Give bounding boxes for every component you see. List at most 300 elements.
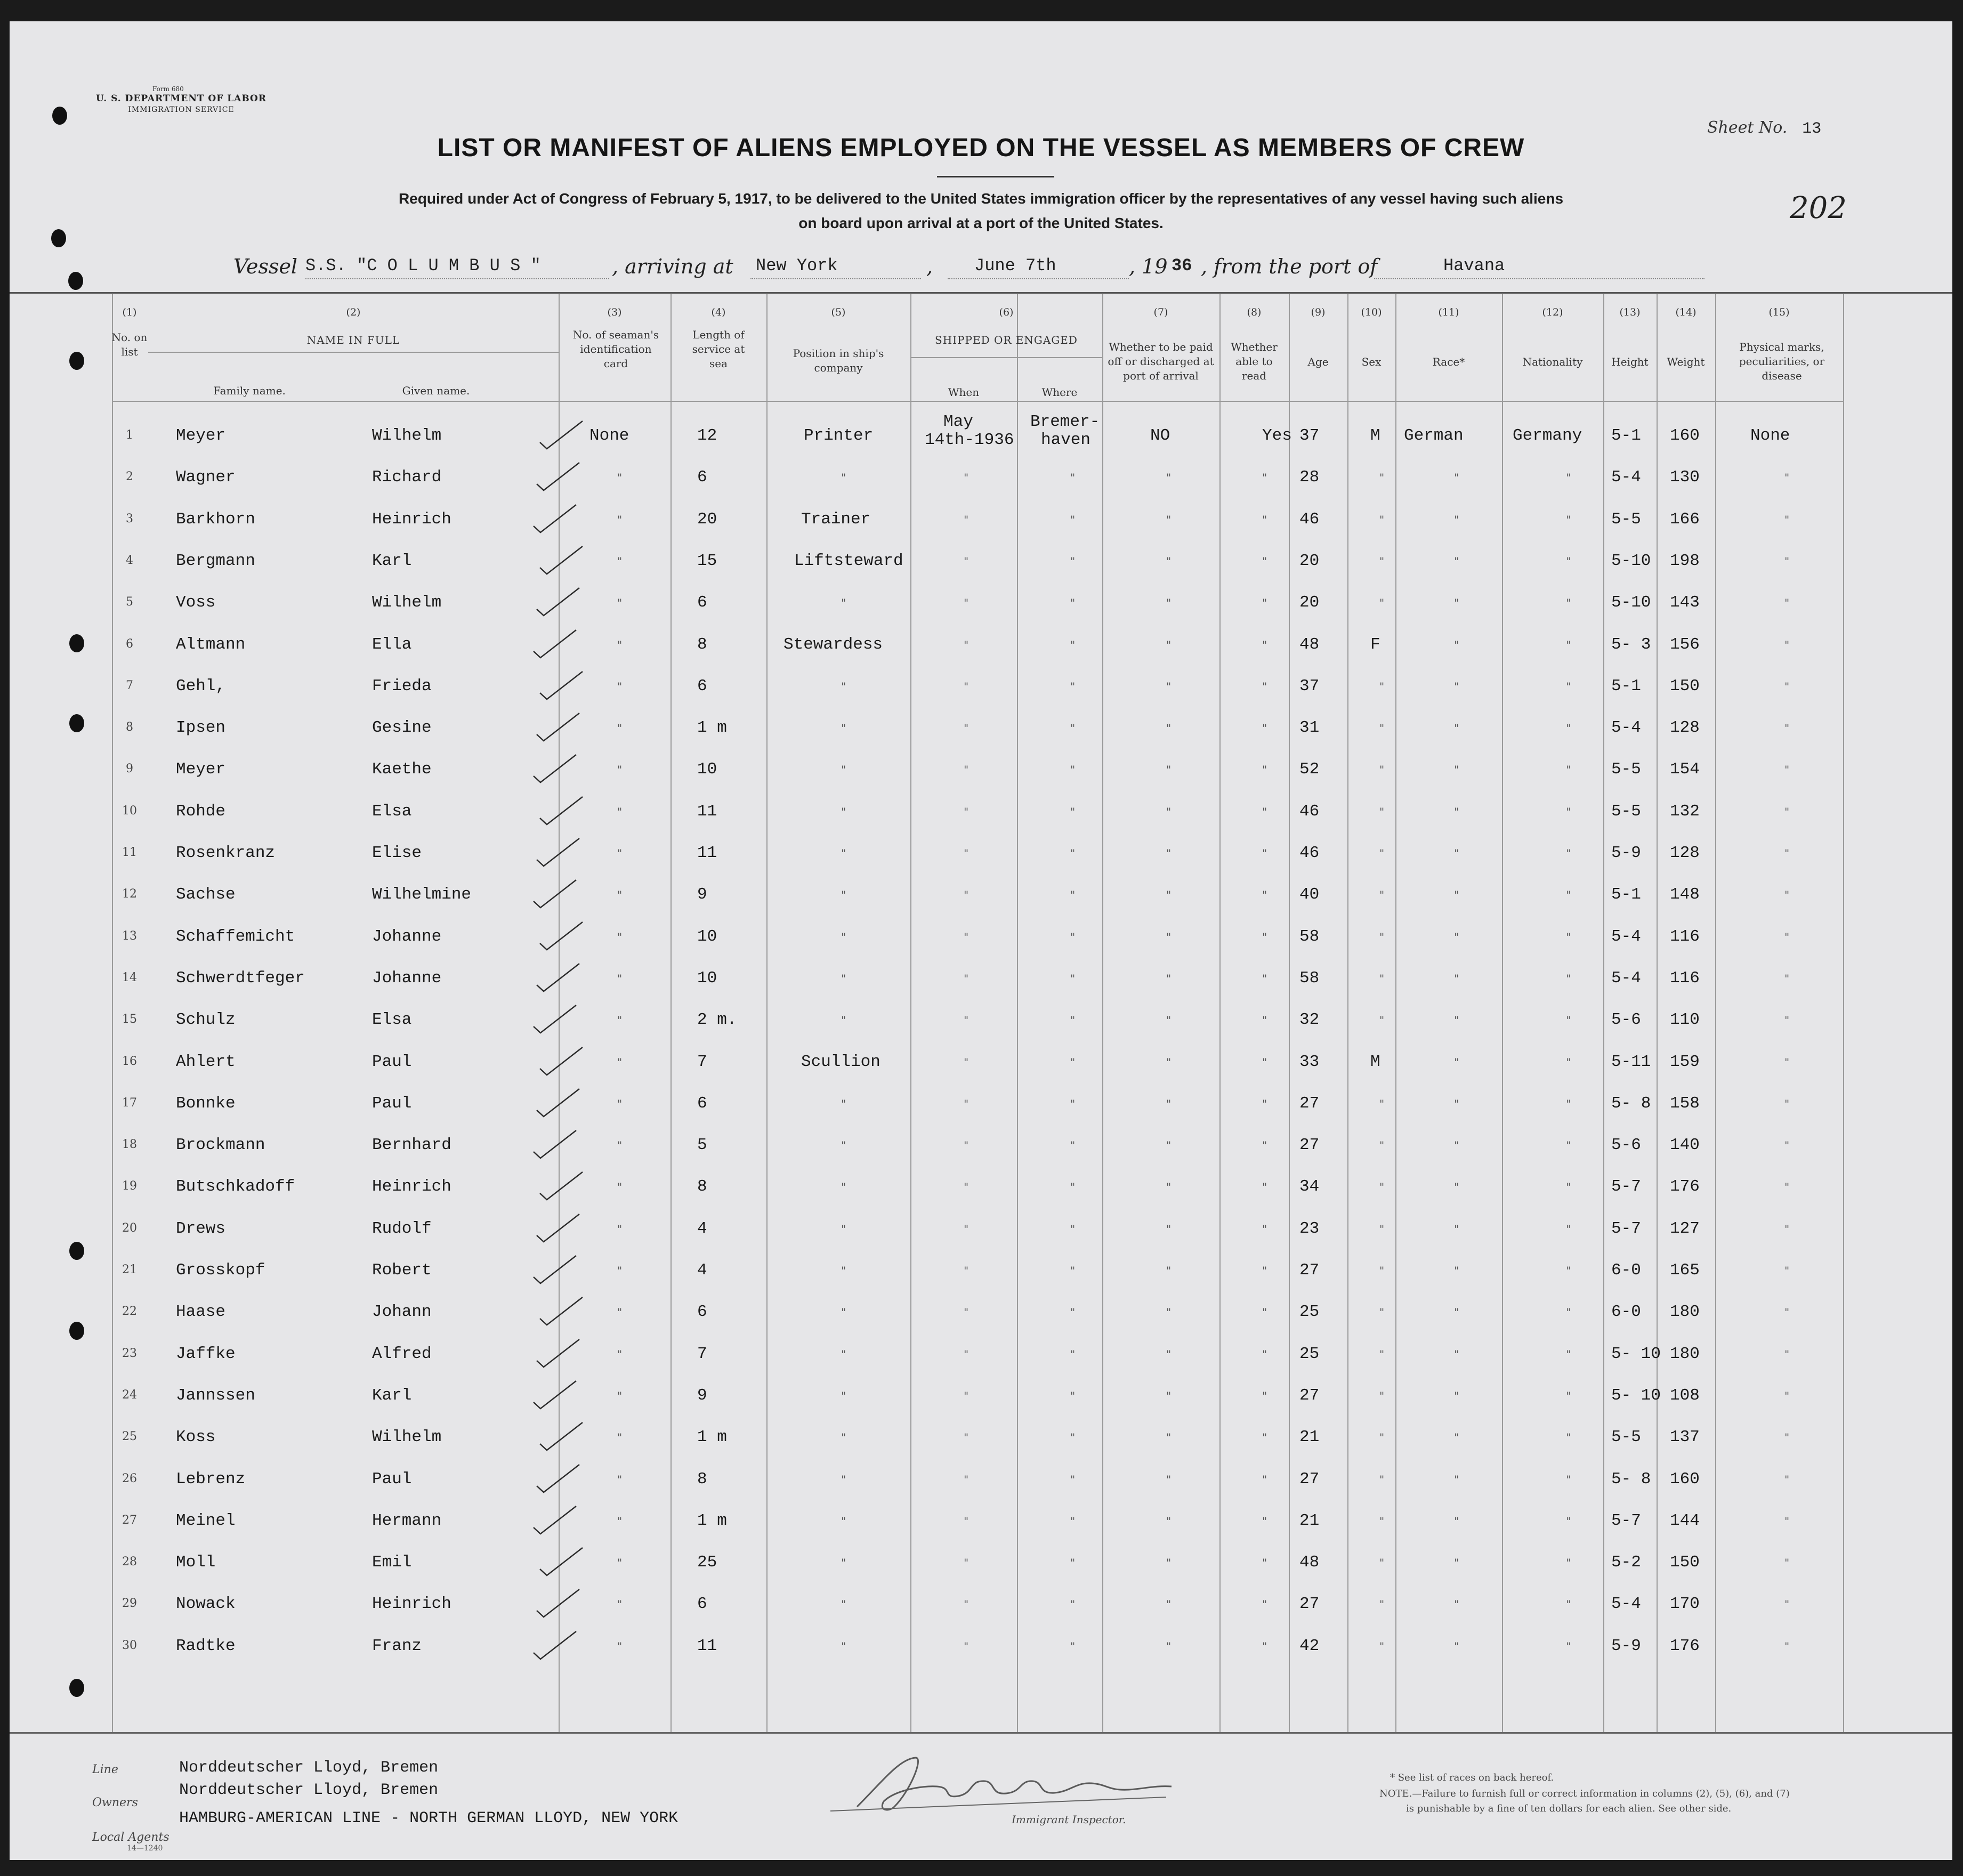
check-mark-icon bbox=[537, 666, 585, 704]
height: 5-4 bbox=[1611, 718, 1641, 737]
form-number: Form 680 bbox=[152, 85, 184, 93]
weight: 127 bbox=[1670, 1219, 1700, 1238]
age: 25 bbox=[1299, 1303, 1320, 1321]
age: 23 bbox=[1299, 1219, 1320, 1238]
sex: " bbox=[1379, 596, 1385, 609]
height: 5-2 bbox=[1611, 1553, 1641, 1572]
engaged-where: " bbox=[1070, 638, 1076, 651]
sex: " bbox=[1379, 1640, 1385, 1653]
engaged-where: " bbox=[1070, 1389, 1076, 1402]
engaged-when: " bbox=[964, 638, 969, 651]
position-in-ship: " bbox=[841, 805, 846, 818]
shipped-subheader-rule bbox=[910, 357, 1102, 358]
row-number: 2 bbox=[126, 470, 133, 483]
sex: " bbox=[1379, 1139, 1385, 1152]
position-in-ship: " bbox=[841, 1014, 846, 1026]
race: " bbox=[1454, 1139, 1459, 1152]
row-number: 20 bbox=[122, 1222, 137, 1235]
weight: 180 bbox=[1670, 1303, 1700, 1321]
row-number: 28 bbox=[122, 1555, 137, 1568]
weight: 137 bbox=[1670, 1428, 1700, 1446]
position-in-ship: " bbox=[841, 680, 846, 693]
race: " bbox=[1454, 888, 1459, 901]
given-name: Wilhelm bbox=[372, 426, 442, 445]
given-name: Hermann bbox=[372, 1511, 442, 1530]
table-row bbox=[10, 1428, 1952, 1468]
check-mark-icon bbox=[531, 1125, 579, 1162]
column-number: (10) bbox=[1361, 306, 1382, 318]
engaged-when: " bbox=[964, 888, 969, 901]
id-card-number: " bbox=[617, 972, 623, 985]
weight: 140 bbox=[1670, 1136, 1700, 1154]
manifest-subtitle bbox=[10, 187, 1952, 236]
given-name: Elsa bbox=[372, 802, 412, 821]
sex: " bbox=[1379, 1223, 1385, 1235]
length-of-service: 5 bbox=[697, 1136, 707, 1154]
given-name: Franz bbox=[372, 1637, 422, 1655]
id-card-number: " bbox=[617, 888, 623, 901]
length-of-service: 15 bbox=[697, 552, 717, 570]
able-to-read: " bbox=[1262, 1348, 1267, 1361]
id-card-number: " bbox=[617, 847, 623, 860]
family-name: Koss bbox=[176, 1428, 216, 1446]
paid-off-at-arrival: " bbox=[1166, 1556, 1172, 1569]
sheet-label: Sheet No. bbox=[1707, 118, 1788, 137]
given-name: Heinrich bbox=[372, 1177, 451, 1196]
local-agents-value: HAMBURG-AMERICAN LINE - NORTH GERMAN LLOYD, NEW YORK bbox=[179, 1809, 678, 1828]
physical-marks: " bbox=[1784, 1348, 1790, 1361]
age: 37 bbox=[1299, 426, 1320, 445]
position-in-ship: Printer bbox=[804, 426, 874, 445]
header-id-card: No. of seaman's identification card bbox=[572, 328, 659, 370]
row-number: 8 bbox=[126, 721, 133, 734]
row-number: 26 bbox=[122, 1472, 137, 1485]
title-underline bbox=[937, 176, 1054, 177]
able-to-read: " bbox=[1262, 1223, 1267, 1235]
given-name: Bernhard bbox=[372, 1136, 451, 1154]
physical-marks: " bbox=[1784, 1180, 1790, 1193]
handwritten-number: 202 bbox=[1790, 191, 1847, 225]
paid-off-at-arrival: " bbox=[1166, 1473, 1172, 1486]
height: 5-5 bbox=[1611, 1428, 1641, 1446]
weight: 176 bbox=[1670, 1637, 1700, 1655]
row-number: 17 bbox=[122, 1096, 137, 1110]
nationality: " bbox=[1566, 1056, 1571, 1069]
able-to-read: " bbox=[1262, 513, 1267, 526]
able-to-read: " bbox=[1262, 1306, 1267, 1319]
nationality: " bbox=[1566, 1306, 1571, 1319]
engaged-when: " bbox=[964, 471, 969, 484]
id-card-number: " bbox=[617, 1097, 623, 1110]
family-name: Schaffemicht bbox=[176, 927, 295, 946]
race: " bbox=[1454, 722, 1459, 734]
sex: " bbox=[1379, 805, 1385, 818]
able-to-read: " bbox=[1262, 638, 1267, 651]
engaged-when: " bbox=[964, 1640, 969, 1653]
table-row bbox=[10, 802, 1952, 843]
vessel-label: Vessel bbox=[233, 255, 298, 278]
nationality: " bbox=[1566, 1097, 1571, 1110]
family-name: Lebrenz bbox=[176, 1470, 246, 1489]
row-number: 21 bbox=[122, 1263, 137, 1276]
engaged-where: " bbox=[1070, 1640, 1076, 1653]
sex: " bbox=[1379, 1431, 1385, 1444]
paid-off-at-arrival: " bbox=[1166, 1348, 1172, 1361]
paid-off-at-arrival: " bbox=[1166, 555, 1172, 568]
able-to-read: " bbox=[1262, 1056, 1267, 1069]
race: " bbox=[1454, 1598, 1459, 1611]
physical-marks: " bbox=[1784, 763, 1790, 776]
age: 28 bbox=[1299, 468, 1320, 487]
table-row bbox=[10, 677, 1952, 717]
family-name: Bergmann bbox=[176, 552, 255, 570]
header-shipped: SHIPPED OR ENGAGED bbox=[935, 334, 1078, 346]
length-of-service: 9 bbox=[697, 885, 707, 904]
line-value: Norddeutscher Lloyd, Bremen bbox=[179, 1759, 439, 1777]
race: " bbox=[1454, 1180, 1459, 1193]
row-number: 13 bbox=[122, 929, 137, 943]
row-number: 10 bbox=[122, 804, 137, 818]
length-of-service: 6 bbox=[697, 1595, 707, 1613]
height: 5-7 bbox=[1611, 1177, 1641, 1196]
age: 31 bbox=[1299, 718, 1320, 737]
engaged-when: " bbox=[964, 1264, 969, 1277]
height: 5-4 bbox=[1611, 1595, 1641, 1613]
row-number: 6 bbox=[126, 637, 133, 651]
sex: " bbox=[1379, 1598, 1385, 1611]
height: 5-9 bbox=[1611, 844, 1641, 862]
punch-hole bbox=[68, 272, 83, 290]
nationality: " bbox=[1566, 1264, 1571, 1277]
family-name: Butschkadoff bbox=[176, 1177, 295, 1196]
paid-off-at-arrival: " bbox=[1166, 1097, 1172, 1110]
engaged-when: " bbox=[964, 763, 969, 776]
height: 5-4 bbox=[1611, 969, 1641, 988]
position-in-ship: " bbox=[841, 888, 846, 901]
length-of-service: 6 bbox=[697, 593, 707, 612]
check-mark-icon bbox=[534, 708, 582, 745]
weight: 176 bbox=[1670, 1177, 1700, 1196]
punch-hole bbox=[69, 1679, 84, 1697]
table-row bbox=[10, 1511, 1952, 1552]
nationality: " bbox=[1566, 1431, 1571, 1444]
position-in-ship: " bbox=[841, 1180, 846, 1193]
engaged-when: " bbox=[964, 1473, 969, 1486]
family-name: Ahlert bbox=[176, 1053, 236, 1071]
id-card-number: " bbox=[617, 1306, 623, 1319]
position-in-ship: " bbox=[841, 1556, 846, 1569]
nationality: " bbox=[1566, 888, 1571, 901]
row-number: 19 bbox=[122, 1179, 137, 1193]
length-of-service: 6 bbox=[697, 1303, 707, 1321]
engaged-where: " bbox=[1070, 1139, 1076, 1152]
engaged-where: " bbox=[1070, 1431, 1076, 1444]
physical-marks: " bbox=[1784, 513, 1790, 526]
height: 6-0 bbox=[1611, 1303, 1641, 1321]
weight: 180 bbox=[1670, 1345, 1700, 1363]
family-name: Voss bbox=[176, 593, 216, 612]
given-name: Heinrich bbox=[372, 510, 451, 529]
table-row bbox=[10, 1595, 1952, 1635]
paid-off-at-arrival: " bbox=[1166, 847, 1172, 860]
engaged-where: " bbox=[1070, 1598, 1076, 1611]
engaged-when: " bbox=[964, 1139, 969, 1152]
table-row bbox=[10, 1136, 1952, 1176]
column-number: (9) bbox=[1311, 306, 1326, 318]
physical-marks: " bbox=[1784, 888, 1790, 901]
paid-off-at-arrival: " bbox=[1166, 722, 1172, 734]
physical-marks: " bbox=[1784, 1640, 1790, 1653]
family-name: Jaffke bbox=[176, 1345, 236, 1363]
nationality: " bbox=[1566, 1014, 1571, 1026]
engaged-when: " bbox=[964, 931, 969, 943]
family-name: Moll bbox=[176, 1553, 216, 1572]
physical-marks: " bbox=[1784, 931, 1790, 943]
height: 5-6 bbox=[1611, 1010, 1641, 1029]
nationality: " bbox=[1566, 1223, 1571, 1235]
penalty-note-line-2: is punishable by a fine of ten dollars for each alien. See other side. bbox=[1406, 1803, 1732, 1814]
row-number: 9 bbox=[126, 762, 133, 775]
race: " bbox=[1454, 555, 1459, 568]
year-prefix: , 19 bbox=[1129, 255, 1168, 278]
family-name: Grosskopf bbox=[176, 1261, 265, 1280]
column-number: (8) bbox=[1247, 306, 1262, 318]
paid-off-at-arrival: NO bbox=[1150, 426, 1170, 445]
height: 5-1 bbox=[1611, 677, 1641, 696]
id-card-number: " bbox=[617, 805, 623, 818]
row-number: 18 bbox=[122, 1138, 137, 1151]
age: 25 bbox=[1299, 1345, 1320, 1363]
check-mark-icon bbox=[537, 416, 585, 453]
length-of-service: 11 bbox=[697, 1637, 717, 1655]
table-row bbox=[10, 1053, 1952, 1093]
position-in-ship: " bbox=[841, 1473, 846, 1486]
able-to-read: " bbox=[1262, 847, 1267, 860]
column-number: (3) bbox=[607, 306, 622, 318]
paid-off-at-arrival: " bbox=[1166, 513, 1172, 526]
paid-off-at-arrival: " bbox=[1166, 763, 1172, 776]
nationality: " bbox=[1566, 1139, 1571, 1152]
given-name: Karl bbox=[372, 552, 412, 570]
engaged-where: " bbox=[1070, 1097, 1076, 1110]
column-number: (13) bbox=[1619, 306, 1641, 318]
height: 5-7 bbox=[1611, 1511, 1641, 1530]
given-name: Paul bbox=[372, 1470, 412, 1489]
check-mark-icon bbox=[531, 625, 579, 662]
able-to-read: " bbox=[1262, 680, 1267, 693]
nationality: " bbox=[1566, 722, 1571, 734]
age: 21 bbox=[1299, 1511, 1320, 1530]
position-in-ship: " bbox=[841, 1139, 846, 1152]
header-able-to-read: Whether able to read bbox=[1231, 341, 1278, 382]
nationality: " bbox=[1566, 1389, 1571, 1402]
age: 27 bbox=[1299, 1261, 1320, 1280]
physical-marks: " bbox=[1784, 596, 1790, 609]
sex: " bbox=[1379, 1473, 1385, 1486]
paid-off-at-arrival: " bbox=[1166, 931, 1172, 943]
given-name: Wilhelm bbox=[372, 1428, 442, 1446]
row-number: 15 bbox=[122, 1013, 137, 1026]
id-card-number: " bbox=[617, 1598, 623, 1611]
age: 52 bbox=[1299, 760, 1320, 779]
nationality: " bbox=[1566, 1598, 1571, 1611]
weight: 143 bbox=[1670, 593, 1700, 612]
id-card-number: " bbox=[617, 1139, 623, 1152]
sex: " bbox=[1379, 471, 1385, 484]
row-number: 14 bbox=[122, 971, 137, 984]
family-name: Drews bbox=[176, 1219, 226, 1238]
paid-off-at-arrival: " bbox=[1166, 1389, 1172, 1402]
paid-off-at-arrival: " bbox=[1166, 680, 1172, 693]
engaged-where: " bbox=[1070, 805, 1076, 818]
physical-marks: " bbox=[1784, 1515, 1790, 1527]
check-mark-icon bbox=[534, 457, 582, 495]
subtitle-line-2: on board upon arrival at a port of the United States. bbox=[798, 215, 1164, 231]
position-in-ship: " bbox=[841, 1640, 846, 1653]
physical-marks: " bbox=[1784, 680, 1790, 693]
able-to-read: " bbox=[1262, 805, 1267, 818]
engaged-when: " bbox=[964, 805, 969, 818]
id-card-number: " bbox=[617, 1264, 623, 1277]
age: 20 bbox=[1299, 593, 1320, 612]
arrival-port: New York bbox=[756, 256, 838, 276]
id-card-number: " bbox=[617, 638, 623, 651]
table-row bbox=[10, 593, 1952, 634]
table-row bbox=[10, 413, 1952, 467]
length-of-service: 1 m bbox=[697, 1511, 727, 1530]
table-row bbox=[10, 760, 1952, 800]
sex: " bbox=[1379, 931, 1385, 943]
position-in-ship: " bbox=[841, 1598, 846, 1611]
sex: " bbox=[1379, 1264, 1385, 1277]
service-name: IMMIGRATION SERVICE bbox=[128, 106, 235, 114]
weight: 148 bbox=[1670, 885, 1700, 904]
engaged-when: " bbox=[964, 1306, 969, 1319]
age: 46 bbox=[1299, 802, 1320, 821]
position-in-ship: " bbox=[841, 596, 846, 609]
engaged-where: " bbox=[1070, 680, 1076, 693]
given-name: Paul bbox=[372, 1094, 412, 1113]
id-card-number: " bbox=[617, 555, 623, 568]
weight: 150 bbox=[1670, 1553, 1700, 1572]
punch-hole bbox=[52, 107, 67, 125]
position-in-ship: " bbox=[841, 1348, 846, 1361]
owners-label: Owners bbox=[92, 1796, 138, 1809]
vessel-dotline bbox=[305, 278, 609, 279]
height: 5- 8 bbox=[1611, 1470, 1651, 1489]
header-paid-off: Whether to be paid off or discharged at port of arrival bbox=[1108, 341, 1214, 382]
sex: " bbox=[1379, 680, 1385, 693]
physical-marks: " bbox=[1784, 805, 1790, 818]
table-row bbox=[10, 1177, 1952, 1218]
nationality: " bbox=[1566, 596, 1571, 609]
check-mark-icon bbox=[537, 1167, 585, 1204]
given-name: Elsa bbox=[372, 1010, 412, 1029]
weight: 160 bbox=[1670, 1470, 1700, 1489]
check-mark-icon bbox=[531, 1250, 579, 1288]
race: " bbox=[1454, 1014, 1459, 1026]
engaged-where: " bbox=[1070, 847, 1076, 860]
age: 37 bbox=[1299, 677, 1320, 696]
physical-marks: " bbox=[1784, 1306, 1790, 1319]
physical-marks: " bbox=[1784, 1473, 1790, 1486]
nationality: " bbox=[1566, 1180, 1571, 1193]
engaged-when: " bbox=[964, 1515, 969, 1527]
table-row bbox=[10, 1261, 1952, 1301]
id-card-number: " bbox=[617, 1640, 623, 1653]
family-name: Nowack bbox=[176, 1595, 236, 1613]
table-row bbox=[10, 1094, 1952, 1135]
table-row bbox=[10, 468, 1952, 508]
paid-off-at-arrival: " bbox=[1166, 1431, 1172, 1444]
from-port-label: , from the port of bbox=[1201, 255, 1378, 278]
date-comma: , bbox=[926, 255, 933, 278]
position-in-ship: Trainer bbox=[801, 510, 871, 529]
able-to-read: " bbox=[1262, 1139, 1267, 1152]
age: 40 bbox=[1299, 885, 1320, 904]
engaged-where: " bbox=[1070, 1515, 1076, 1527]
race: " bbox=[1454, 1348, 1459, 1361]
check-mark-icon bbox=[531, 749, 579, 787]
engaged-where: " bbox=[1070, 972, 1076, 985]
race: " bbox=[1454, 513, 1459, 526]
nationality: " bbox=[1566, 931, 1571, 943]
paid-off-at-arrival: " bbox=[1166, 972, 1172, 985]
length-of-service: 8 bbox=[697, 1470, 707, 1489]
table-bottom-rule bbox=[10, 1732, 1952, 1734]
id-card-number: " bbox=[617, 1223, 623, 1235]
id-card-number: " bbox=[617, 722, 623, 734]
row-number: 7 bbox=[126, 679, 133, 692]
sex: " bbox=[1379, 1515, 1385, 1527]
paid-off-at-arrival: " bbox=[1166, 1306, 1172, 1319]
table-row bbox=[10, 1386, 1952, 1427]
physical-marks: " bbox=[1784, 555, 1790, 568]
family-name: Rosenkranz bbox=[176, 844, 276, 862]
given-name: Alfred bbox=[372, 1345, 432, 1363]
paid-off-at-arrival: " bbox=[1166, 1223, 1172, 1235]
port-dotline bbox=[1374, 278, 1705, 279]
weight: 116 bbox=[1670, 927, 1700, 946]
physical-marks: " bbox=[1784, 1139, 1790, 1152]
column-number: (2) bbox=[346, 306, 361, 318]
check-mark-icon bbox=[537, 1417, 585, 1454]
id-card-number: " bbox=[617, 1014, 623, 1026]
engaged-where: " bbox=[1070, 1014, 1076, 1026]
owners-value: Norddeutscher Lloyd, Bremen bbox=[179, 1781, 439, 1799]
family-name: Radtke bbox=[176, 1637, 236, 1655]
length-of-service: 20 bbox=[697, 510, 717, 529]
id-card-number: " bbox=[617, 680, 623, 693]
engaged-when: " bbox=[964, 1598, 969, 1611]
id-card-number: " bbox=[617, 513, 623, 526]
race: " bbox=[1454, 1223, 1459, 1235]
check-mark-icon bbox=[534, 583, 582, 620]
length-of-service: 6 bbox=[697, 468, 707, 487]
able-to-read: " bbox=[1262, 596, 1267, 609]
length-of-service: 4 bbox=[697, 1219, 707, 1238]
id-card-number: " bbox=[617, 931, 623, 943]
length-of-service: 11 bbox=[697, 844, 717, 862]
given-name: Johann bbox=[372, 1303, 432, 1321]
table-row bbox=[10, 718, 1952, 759]
header-no-on-list: No. on list bbox=[111, 331, 148, 358]
height: 6-0 bbox=[1611, 1261, 1641, 1280]
age: 46 bbox=[1299, 510, 1320, 529]
weight: 144 bbox=[1670, 1511, 1700, 1530]
age: 58 bbox=[1299, 927, 1320, 946]
manifest-sheet bbox=[10, 21, 1952, 1860]
